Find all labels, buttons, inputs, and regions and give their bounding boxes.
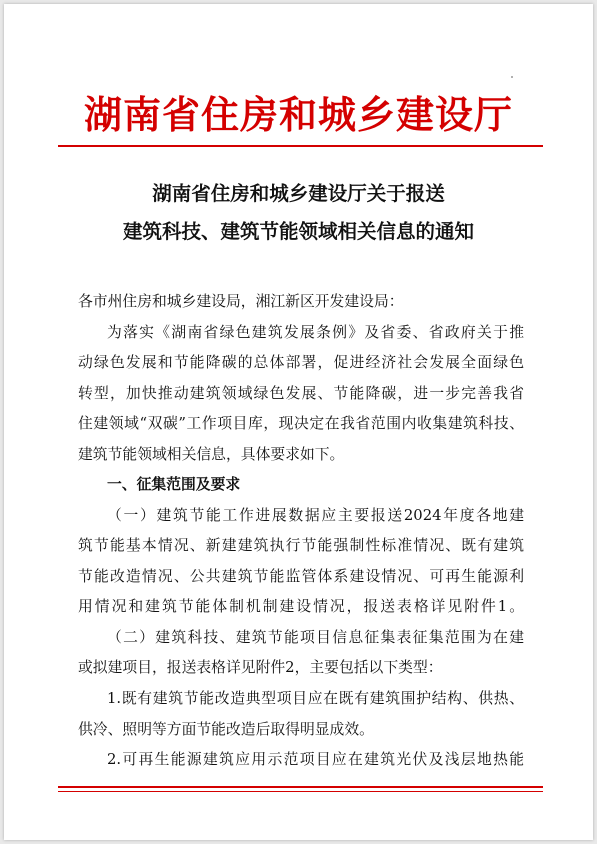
paragraph-line: （一）建筑节能工作进展数据应主要报送2024年度各地建 (107, 507, 524, 524)
footer-red-rule-thin (58, 791, 543, 792)
paragraph-line: 筑节能基本情况、新建建筑执行节能强制性标准情况、既有建筑 (78, 537, 524, 554)
paragraph-line: 1.既有建筑节能改造典型项目应在既有建筑围护结构、供热、 (107, 690, 524, 707)
paragraph-line: 用情况和建筑节能体制机制建设情况，报送表格详见附件1。 (78, 598, 524, 615)
document-page (4, 4, 593, 840)
paragraph-line: 节能改造情况、公共建筑节能监管体系建设情况、可再生能源利 (78, 568, 524, 585)
footer-red-rule (58, 786, 543, 788)
notice-title-line-2: 建筑科技、建筑节能领域相关信息的通知 (122, 220, 474, 243)
paragraph-line: 转型，加快推动建筑领域绿色发展、节能降碳，进一步完善我省 (78, 385, 524, 402)
paragraph-line: 供冷、照明等方面节能改造后取得明显成效。 (78, 721, 374, 738)
paragraph-line: 住建领域“双碳”工作项目库，现决定在我省范围内收集建筑科技、 (78, 415, 524, 432)
letterhead-org-name: 湖南省住房和城乡建设厅 (83, 92, 513, 137)
paragraph-line: 动绿色发展和节能降碳的总体部署，促进经济社会发展全面绿色 (78, 354, 524, 371)
salutation: 各市州住房和城乡建设局，湘江新区开发建设局： (78, 293, 404, 310)
paragraph-line: 为落实《湖南省绿色建筑发展条例》及省委、省政府关于推 (107, 324, 524, 341)
paragraph-line: （二）建筑科技、建筑节能项目信息征集表征集范围为在建 (107, 629, 524, 646)
page-speck (511, 76, 513, 78)
paragraph-line: 或拟建项目，报送表格详见附件2，主要包括以下类型： (78, 659, 443, 676)
letterhead-red-rule (58, 145, 543, 147)
notice-title-line-1: 湖南省住房和城乡建设厅关于报送 (152, 182, 445, 205)
paragraph-line: 建筑节能领域相关信息，具体要求如下。 (78, 446, 345, 463)
section-heading: 一、征集范围及要求 (107, 476, 241, 493)
paragraph-line: 2.可再生能源建筑应用示范项目应在建筑光伏及浅层地热能 (107, 751, 524, 768)
